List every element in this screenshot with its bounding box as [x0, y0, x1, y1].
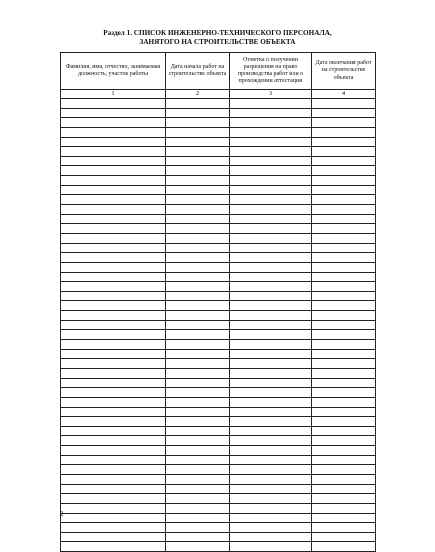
table-cell — [61, 417, 166, 427]
table-row — [61, 388, 376, 398]
table-row — [61, 465, 376, 475]
table-cell — [312, 455, 376, 465]
table-cell — [166, 243, 230, 253]
table-cell — [230, 378, 312, 388]
table-cell — [166, 214, 230, 224]
table-cell — [166, 340, 230, 350]
table-cell — [61, 388, 166, 398]
header-row — [61, 53, 376, 90]
table-cell — [166, 118, 230, 128]
table-cell — [166, 388, 230, 398]
table-cell — [312, 542, 376, 552]
table-row — [61, 378, 376, 388]
table-cell — [230, 243, 312, 253]
table-cell — [166, 494, 230, 504]
table-row — [61, 243, 376, 253]
table-cell — [312, 532, 376, 542]
table-cell — [230, 455, 312, 465]
table-cell — [312, 320, 376, 330]
table-cell — [166, 503, 230, 513]
table-row — [61, 195, 376, 205]
table-cell — [166, 397, 230, 407]
table-cell — [230, 195, 312, 205]
header-end-date: Дата окончания работ на строительстве объекта — [312, 53, 376, 90]
table-cell — [230, 446, 312, 456]
table-cell — [230, 368, 312, 378]
table-row — [61, 205, 376, 215]
table-cell — [61, 513, 166, 523]
table-cell — [61, 426, 166, 436]
table-cell — [312, 176, 376, 186]
table-row — [61, 513, 376, 523]
table-cell — [230, 388, 312, 398]
section-title-line2: ЗАНЯТОГО НА СТРОИТЕЛЬСТВЕ ОБЪЕКТА — [139, 38, 296, 46]
table-cell — [166, 311, 230, 321]
column-number: 1 — [61, 90, 166, 99]
table-row — [61, 368, 376, 378]
table-cell — [312, 417, 376, 427]
table-cell — [166, 513, 230, 523]
table-cell — [166, 233, 230, 243]
table-cell — [312, 272, 376, 282]
table-cell — [312, 233, 376, 243]
table-cell — [166, 195, 230, 205]
table-row — [61, 156, 376, 166]
table-cell — [230, 262, 312, 272]
table-cell — [230, 436, 312, 446]
table-cell — [312, 474, 376, 484]
table-cell — [61, 465, 166, 475]
column-number: 2 — [166, 90, 230, 99]
table-cell — [230, 532, 312, 542]
table-cell — [230, 214, 312, 224]
table-cell — [312, 166, 376, 176]
table-cell — [61, 137, 166, 147]
table-row — [61, 272, 376, 282]
table-row — [61, 108, 376, 118]
table-cell — [61, 301, 166, 311]
table-row — [61, 214, 376, 224]
table-cell — [230, 99, 312, 109]
table-cell — [312, 503, 376, 513]
table-cell — [61, 166, 166, 176]
table-cell — [166, 137, 230, 147]
table-row — [61, 233, 376, 243]
table-cell — [230, 513, 312, 523]
table-cell — [312, 340, 376, 350]
table-cell — [166, 282, 230, 292]
table-cell — [166, 542, 230, 552]
page-number: 2 — [60, 510, 64, 518]
table-cell — [166, 224, 230, 234]
table-cell — [312, 185, 376, 195]
table-cell — [230, 426, 312, 436]
table-cell — [61, 108, 166, 118]
table-cell — [166, 176, 230, 186]
column-number: 3 — [230, 90, 312, 99]
table-row — [61, 330, 376, 340]
table-cell — [230, 359, 312, 369]
table-cell — [61, 359, 166, 369]
table-cell — [230, 166, 312, 176]
table-cell — [230, 137, 312, 147]
table-cell — [166, 156, 230, 166]
table-row — [61, 118, 376, 128]
table-cell — [230, 147, 312, 157]
table-cell — [312, 99, 376, 109]
table-cell — [230, 301, 312, 311]
table-cell — [61, 205, 166, 215]
table-cell — [61, 291, 166, 301]
table-cell — [230, 224, 312, 234]
header-name-position: Фамилия, имя, отчество, занимаемая должность, участок работы — [61, 53, 166, 90]
table-cell — [230, 523, 312, 533]
table-row — [61, 455, 376, 465]
table-cell — [230, 397, 312, 407]
table-cell — [61, 320, 166, 330]
table-cell — [61, 455, 166, 465]
table-cell — [312, 407, 376, 417]
table-cell — [312, 224, 376, 234]
table-cell — [230, 465, 312, 475]
column-number-row — [61, 90, 376, 99]
table-cell — [61, 176, 166, 186]
table-cell — [61, 484, 166, 494]
table-cell — [312, 282, 376, 292]
table-cell — [230, 494, 312, 504]
table-cell — [166, 253, 230, 263]
table-cell — [61, 253, 166, 263]
table-cell — [230, 503, 312, 513]
table-row — [61, 542, 376, 552]
table-cell — [166, 185, 230, 195]
table-cell — [166, 359, 230, 369]
table-cell — [166, 378, 230, 388]
table-row — [61, 176, 376, 186]
table-row — [61, 417, 376, 427]
table-cell — [230, 272, 312, 282]
table-cell — [61, 99, 166, 109]
table-cell — [61, 436, 166, 446]
table-cell — [312, 127, 376, 137]
table-cell — [61, 349, 166, 359]
table-cell — [61, 272, 166, 282]
table-cell — [230, 330, 312, 340]
table-cell — [166, 349, 230, 359]
table-cell — [61, 378, 166, 388]
table-row — [61, 137, 376, 147]
table-cell — [61, 282, 166, 292]
table-cell — [166, 291, 230, 301]
table-cell — [230, 291, 312, 301]
table-cell — [230, 118, 312, 128]
table-cell — [166, 330, 230, 340]
table-cell — [312, 108, 376, 118]
table-cell — [312, 311, 376, 321]
table-cell — [166, 205, 230, 215]
table-cell — [230, 127, 312, 137]
table-cell — [312, 330, 376, 340]
table-cell — [230, 474, 312, 484]
table-row — [61, 436, 376, 446]
table-cell — [230, 484, 312, 494]
table-row — [61, 311, 376, 321]
table-row — [61, 262, 376, 272]
table-cell — [166, 108, 230, 118]
table-cell — [166, 301, 230, 311]
table-cell — [312, 301, 376, 311]
table-cell — [61, 262, 166, 272]
table-cell — [230, 417, 312, 427]
table-row — [61, 127, 376, 137]
table-cell — [61, 368, 166, 378]
table-row — [61, 282, 376, 292]
table-cell — [312, 368, 376, 378]
table-cell — [61, 494, 166, 504]
table-cell — [312, 205, 376, 215]
table-cell — [166, 262, 230, 272]
table-body — [61, 99, 376, 552]
table-cell — [61, 340, 166, 350]
table-cell — [166, 426, 230, 436]
header-start-date: Дата начала работ на строительстве объекта — [166, 53, 230, 90]
table-cell — [166, 474, 230, 484]
table-cell — [61, 127, 166, 137]
table-cell — [230, 311, 312, 321]
table-row — [61, 532, 376, 542]
table-cell — [230, 340, 312, 350]
table-row — [61, 484, 376, 494]
table-cell — [61, 185, 166, 195]
table-row — [61, 349, 376, 359]
table-cell — [312, 446, 376, 456]
table-row — [61, 523, 376, 533]
table-cell — [230, 320, 312, 330]
table-cell — [61, 474, 166, 484]
table-row — [61, 446, 376, 456]
table-cell — [312, 147, 376, 157]
table-cell — [166, 465, 230, 475]
table-row — [61, 407, 376, 417]
table-cell — [61, 532, 166, 542]
table-cell — [312, 378, 376, 388]
table-cell — [61, 397, 166, 407]
table-cell — [230, 108, 312, 118]
table-cell — [166, 407, 230, 417]
table-row — [61, 340, 376, 350]
table-cell — [61, 523, 166, 533]
table-row — [61, 320, 376, 330]
table-cell — [230, 185, 312, 195]
column-number: 4 — [312, 90, 376, 99]
table-cell — [312, 436, 376, 446]
table-cell — [166, 436, 230, 446]
table-row — [61, 397, 376, 407]
table-cell — [312, 397, 376, 407]
table-cell — [312, 513, 376, 523]
section-title-line1: Раздел 1. СПИСОК ИНЖЕНЕРНО-ТЕХНИЧЕСКОГО ПЕРСОНАЛА, — [103, 29, 332, 37]
table-cell — [166, 532, 230, 542]
table-row — [61, 474, 376, 484]
table-cell — [230, 349, 312, 359]
table-cell — [312, 118, 376, 128]
table-cell — [230, 176, 312, 186]
table-cell — [312, 262, 376, 272]
table-cell — [312, 243, 376, 253]
table-cell — [166, 272, 230, 282]
table-cell — [312, 484, 376, 494]
table-cell — [166, 484, 230, 494]
table-cell — [312, 465, 376, 475]
table-row — [61, 301, 376, 311]
table-cell — [166, 99, 230, 109]
table-row — [61, 166, 376, 176]
table-cell — [61, 542, 166, 552]
table-cell — [230, 233, 312, 243]
table-cell — [312, 523, 376, 533]
table-cell — [61, 156, 166, 166]
table-cell — [312, 494, 376, 504]
table-cell — [61, 195, 166, 205]
table-cell — [61, 224, 166, 234]
table-cell — [61, 214, 166, 224]
table-row — [61, 359, 376, 369]
header-permit-mark: Отметка о получении разрешения на право производства работ или о прохождении аттестации — [230, 53, 312, 90]
table-cell — [230, 156, 312, 166]
table-cell — [61, 407, 166, 417]
table-row — [61, 224, 376, 234]
table-cell — [166, 446, 230, 456]
table-cell — [312, 253, 376, 263]
table-cell — [166, 127, 230, 137]
table-cell — [61, 118, 166, 128]
table-cell — [312, 291, 376, 301]
table-row — [61, 185, 376, 195]
table-cell — [230, 282, 312, 292]
table-cell — [230, 542, 312, 552]
table-cell — [61, 233, 166, 243]
table-cell — [61, 503, 166, 513]
section-title — [60, 29, 375, 47]
table-cell — [312, 349, 376, 359]
table-cell — [166, 417, 230, 427]
table-cell — [312, 426, 376, 436]
table-row — [61, 426, 376, 436]
table-cell — [61, 330, 166, 340]
table-cell — [312, 156, 376, 166]
table-cell — [312, 195, 376, 205]
table-row — [61, 147, 376, 157]
table-cell — [312, 388, 376, 398]
table-cell — [61, 243, 166, 253]
table-row — [61, 291, 376, 301]
table-cell — [312, 359, 376, 369]
table-cell — [312, 214, 376, 224]
table-row — [61, 99, 376, 109]
table-cell — [166, 166, 230, 176]
table-cell — [166, 147, 230, 157]
table-cell — [230, 205, 312, 215]
table-cell — [166, 320, 230, 330]
table-row — [61, 494, 376, 504]
table-cell — [312, 137, 376, 147]
table-cell — [230, 407, 312, 417]
table-cell — [166, 455, 230, 465]
table-cell — [166, 368, 230, 378]
personnel-table — [60, 52, 376, 552]
table-row — [61, 503, 376, 513]
table-cell — [230, 253, 312, 263]
table-cell — [61, 446, 166, 456]
table-cell — [61, 147, 166, 157]
table-row — [61, 253, 376, 263]
table-cell — [61, 311, 166, 321]
table-cell — [166, 523, 230, 533]
